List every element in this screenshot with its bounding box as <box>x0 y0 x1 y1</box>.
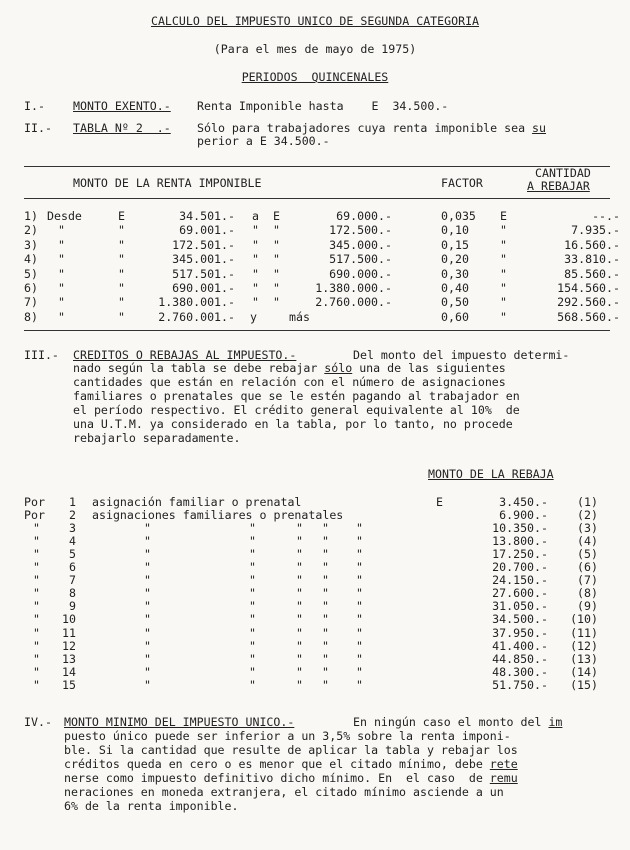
column-header-factor: FACTOR <box>441 176 483 190</box>
row-amount-from: 69.001.- <box>179 223 235 238</box>
row-currency: E <box>118 209 125 223</box>
row-factor-currency: " <box>500 252 507 267</box>
row-currency: " <box>118 281 125 295</box>
row-factor-currency: " <box>500 309 507 324</box>
row-currency-to: E <box>273 209 280 223</box>
ditto-mark: " <box>296 586 303 601</box>
rebaja-ref: (11) <box>570 625 598 640</box>
rebaja-ref: (2) <box>577 508 598 523</box>
rebaja-count: 6 <box>69 560 76 575</box>
row-prefix: " <box>58 266 65 281</box>
rebaja-prefix: " <box>33 586 40 601</box>
ditto-mark: " <box>356 547 363 562</box>
row-amount-from: 690.001.- <box>172 281 235 295</box>
section-4-line-1: En ningún caso el monto del im <box>353 715 563 729</box>
row-factor: 0,30 <box>441 266 469 281</box>
rebaja-count: 12 <box>62 638 76 653</box>
ditto-mark: " <box>144 586 151 601</box>
ditto-mark: " <box>249 599 256 614</box>
ditto-mark: " <box>249 560 256 575</box>
page-title: CALCULO DEL IMPUESTO UNICO DE SEGUNDA CATEGORIA <box>150 14 480 28</box>
rebaja-ref: (13) <box>570 651 598 666</box>
section-1-text: Renta Imponible hasta E 34.500.- <box>197 99 449 113</box>
row-separator: " <box>252 237 259 252</box>
rebaja-prefix: " <box>33 664 40 679</box>
rebaja-amount: 44.850.- <box>492 651 548 666</box>
ditto-mark: " <box>322 547 329 562</box>
table-header-rule <box>24 198 610 199</box>
rebaja-count: 9 <box>69 599 76 614</box>
rebaja-count: 8 <box>69 586 76 601</box>
section-3-line-3: cantidades que están en relación con el número de asignaciones <box>73 375 506 389</box>
row-factor-currency: " <box>500 281 507 295</box>
row-number: 8) <box>24 309 38 324</box>
ditto-mark: " <box>144 573 151 588</box>
row-currency: " <box>118 223 125 238</box>
ditto-mark: " <box>249 638 256 653</box>
row-separator: " <box>252 281 259 295</box>
ditto-mark: " <box>322 573 329 588</box>
row-cantidad-rebajar: 292.560.- <box>557 295 620 310</box>
rebaja-description: asignaciones familiares o prenatales <box>92 508 344 523</box>
rebaja-amount: 10.350.- <box>492 521 548 536</box>
period-heading: PERIODOS QUINCENALES <box>241 70 389 84</box>
rebaja-ref: (1) <box>577 495 598 509</box>
ditto-mark: " <box>296 638 303 653</box>
rebaja-count: 1 <box>69 495 76 509</box>
ditto-mark: " <box>322 521 329 536</box>
row-number: 6) <box>24 281 38 295</box>
row-number: 3) <box>24 237 38 252</box>
rebaja-currency: E <box>436 495 443 509</box>
row-currency-to: " <box>273 281 280 295</box>
section-4-line-5: nerse como impuesto definitivo dicho mínimo. En el caso de remu <box>64 771 518 785</box>
rebaja-amount: 37.950.- <box>492 625 548 640</box>
rebaja-count: 14 <box>62 664 76 679</box>
row-factor: 0,035 <box>441 209 476 223</box>
ditto-mark: " <box>356 521 363 536</box>
row-factor-currency: " <box>500 266 507 281</box>
section-4-line-2: puesto único puede ser inferior a un 3,5% sobre la renta imponi- <box>64 729 511 743</box>
row-prefix: " <box>58 237 65 252</box>
row-number: 1) <box>24 209 38 223</box>
row-prefix: " <box>58 281 65 295</box>
ditto-mark: " <box>296 651 303 666</box>
row-amount-to: 517.500.- <box>329 252 392 267</box>
rebaja-ref: (15) <box>570 677 598 692</box>
section-4-number: IV.- <box>24 715 52 729</box>
rebaja-amount: 17.250.- <box>492 547 548 562</box>
ditto-mark: " <box>322 664 329 679</box>
ditto-mark: " <box>356 677 363 692</box>
row-cantidad-rebajar: 85.560.- <box>564 266 620 281</box>
row-amount-to: 2.760.000.- <box>315 295 392 310</box>
ditto-mark: " <box>144 521 151 536</box>
ditto-mark: " <box>144 677 151 692</box>
ditto-mark: " <box>144 664 151 679</box>
row-amount-to: 172.500.- <box>329 223 392 238</box>
rebaja-count: 13 <box>62 651 76 666</box>
page-subtitle: (Para el mes de mayo de 1975) <box>213 42 417 56</box>
rebaja-amount: 27.600.- <box>492 586 548 601</box>
section-2-line-1: Sólo para trabajadores cuya renta imponible sea su <box>197 121 547 135</box>
ditto-mark: " <box>296 573 303 588</box>
ditto-mark: " <box>296 664 303 679</box>
section-2-number: II.- <box>24 121 52 135</box>
rebaja-prefix: " <box>33 638 40 653</box>
rebaja-amount: 34.500.- <box>492 612 548 627</box>
row-amount-to: 690.000.- <box>329 266 392 281</box>
row-currency: " <box>118 237 125 252</box>
rebaja-count: 3 <box>69 521 76 536</box>
ditto-mark: " <box>356 560 363 575</box>
ditto-mark: " <box>356 664 363 679</box>
row-currency: " <box>118 295 125 310</box>
rebaja-prefix: " <box>33 560 40 575</box>
rebaja-amount: 41.400.- <box>492 638 548 653</box>
ditto-mark: " <box>249 521 256 536</box>
ditto-mark: " <box>322 612 329 627</box>
ditto-mark: " <box>249 651 256 666</box>
row-cantidad-rebajar: 7.935.- <box>571 223 620 238</box>
row-factor: 0,40 <box>441 281 469 295</box>
row-cantidad-rebajar: --.- <box>592 209 620 223</box>
ditto-mark: " <box>356 638 363 653</box>
ditto-mark: " <box>322 651 329 666</box>
section-4-line-7: 6% de la renta imponible. <box>64 799 239 813</box>
rebaja-ref: (10) <box>570 612 598 627</box>
ditto-mark: " <box>144 651 151 666</box>
row-currency-to: " <box>273 223 280 238</box>
section-3-heading: CREDITOS O REBAJAS AL IMPUESTO.- <box>73 348 297 362</box>
rebaja-amount: 13.800.- <box>492 534 548 549</box>
table-bottom-rule <box>24 330 610 331</box>
ditto-mark: " <box>296 677 303 692</box>
row-cantidad-rebajar: 568.560.- <box>557 309 620 324</box>
section-3-line-6: una U.T.M. ya considerado en la tabla, por lo tanto, no procede <box>73 417 513 431</box>
ditto-mark: " <box>296 547 303 562</box>
ditto-mark: " <box>356 534 363 549</box>
row-currency: " <box>118 309 125 324</box>
row-separator: " <box>252 266 259 281</box>
row-amount-from: 517.501.- <box>172 266 235 281</box>
row-prefix: " <box>58 252 65 267</box>
row-number: 5) <box>24 266 38 281</box>
section-4-line-6: neraciones en moneda extranjera, el citado mínimo asciende a un <box>64 785 504 799</box>
ditto-mark: " <box>144 547 151 562</box>
ditto-mark: " <box>249 547 256 562</box>
row-amount-to: 345.000.- <box>329 237 392 252</box>
ditto-mark: " <box>356 586 363 601</box>
ditto-mark: " <box>322 534 329 549</box>
row-currency-to: " <box>273 266 280 281</box>
row-factor-currency: " <box>500 223 507 238</box>
rebaja-amount: 6.900.- <box>499 508 548 523</box>
row-cantidad-rebajar: 33.810.- <box>564 252 620 267</box>
ditto-mark: " <box>356 625 363 640</box>
section-4-line-4: créditos queda en cero o es menor que el citado mínimo, debe rete <box>64 757 518 771</box>
ditto-mark: " <box>322 638 329 653</box>
ditto-mark: " <box>356 573 363 588</box>
row-separator: " <box>252 252 259 267</box>
row-factor: 0,60 <box>441 309 469 324</box>
ditto-mark: " <box>144 534 151 549</box>
ditto-mark: " <box>322 560 329 575</box>
row-cantidad-rebajar: 16.560.- <box>564 237 620 252</box>
ditto-mark: " <box>144 599 151 614</box>
rebaja-amount: 3.450.- <box>499 495 548 509</box>
rebaja-prefix: Por <box>24 508 45 523</box>
table-top-rule <box>24 166 610 167</box>
row-number: 7) <box>24 295 38 310</box>
rebaja-prefix: " <box>33 573 40 588</box>
section-3-line-2: nado según la tabla se debe rebajar sólo una de las siguientes <box>73 361 506 375</box>
row-amount-from: 345.001.- <box>172 252 235 267</box>
row-number: 4) <box>24 252 38 267</box>
rebaja-amount: 24.150.- <box>492 573 548 588</box>
rebaja-ref: (7) <box>577 573 598 588</box>
row-currency-to: " <box>273 295 280 310</box>
ditto-mark: " <box>296 612 303 627</box>
section-4-heading: MONTO MINIMO DEL IMPUESTO UNICO.- <box>64 715 295 729</box>
ditto-mark: " <box>249 625 256 640</box>
ditto-mark: " <box>249 586 256 601</box>
ditto-mark: " <box>249 612 256 627</box>
rebaja-count: 4 <box>69 534 76 549</box>
rebaja-prefix: " <box>33 677 40 692</box>
ditto-mark: " <box>296 625 303 640</box>
row-factor: 0,15 <box>441 237 469 252</box>
ditto-mark: " <box>144 638 151 653</box>
section-1-number: I.- <box>24 99 45 113</box>
row-separator: " <box>252 223 259 238</box>
row-factor-currency: " <box>500 237 507 252</box>
row-factor: 0,50 <box>441 295 469 310</box>
rebaja-ref: (8) <box>577 586 598 601</box>
row-currency-to: " <box>273 237 280 252</box>
ditto-mark: " <box>144 560 151 575</box>
rebaja-ref: (4) <box>577 534 598 549</box>
ditto-mark: " <box>249 664 256 679</box>
ditto-mark: " <box>249 677 256 692</box>
rebaja-ref: (3) <box>577 521 598 536</box>
ditto-mark: " <box>296 521 303 536</box>
row-currency: " <box>118 252 125 267</box>
row-factor: 0,10 <box>441 223 469 238</box>
ditto-mark: " <box>322 625 329 640</box>
rebaja-count: 15 <box>62 677 76 692</box>
section-3-line-4: familiares o prenatales que se le estén pagando al trabajador en <box>73 389 520 403</box>
ditto-mark: " <box>144 625 151 640</box>
ditto-mark: " <box>296 599 303 614</box>
column-header-a-rebajar: A REBAJAR <box>527 179 590 193</box>
section-2-heading: TABLA Nº 2 .- <box>73 121 171 135</box>
section-1-heading: MONTO EXENTO.- <box>73 99 171 113</box>
rebaja-amount: 20.700.- <box>492 560 548 575</box>
ditto-mark: " <box>322 586 329 601</box>
ditto-mark: " <box>356 612 363 627</box>
row-separator: a <box>252 209 259 223</box>
ditto-mark: " <box>249 534 256 549</box>
rebaja-prefix: " <box>33 651 40 666</box>
rebaja-ref: (9) <box>577 599 598 614</box>
row-amount-from: 1.380.001.- <box>158 295 235 310</box>
ditto-mark: " <box>249 573 256 588</box>
column-header-monto: MONTO DE LA RENTA IMPONIBLE <box>73 176 262 190</box>
rebaja-prefix: " <box>33 599 40 614</box>
rebaja-ref: (14) <box>570 664 598 679</box>
rebaja-prefix: Por <box>24 495 45 509</box>
row-currency: " <box>118 266 125 281</box>
ditto-mark: " <box>322 599 329 614</box>
row-prefix: Desde <box>47 209 82 223</box>
row-separator: " <box>252 295 259 310</box>
row-amount-from: 2.760.001.- <box>158 309 235 324</box>
ditto-mark: " <box>296 534 303 549</box>
rebaja-count: 7 <box>69 573 76 588</box>
rebaja-count: 5 <box>69 547 76 562</box>
row-prefix: " <box>58 223 65 238</box>
row-number: 2) <box>24 223 38 238</box>
row-amount-to: 69.000.- <box>336 209 392 223</box>
rebaja-prefix: " <box>33 612 40 627</box>
section-3-line-5: el período respectivo. El crédito general equivalente al 10% de <box>73 403 520 417</box>
rebaja-ref: (5) <box>577 547 598 562</box>
row-factor: 0,20 <box>441 252 469 267</box>
rebaja-count: 2 <box>69 508 76 523</box>
section-3-number: III.- <box>24 348 59 362</box>
ditto-mark: " <box>296 560 303 575</box>
ditto-mark: " <box>356 599 363 614</box>
monto-rebaja-heading: MONTO DE LA REBAJA <box>428 467 554 481</box>
row-prefix: " <box>58 309 65 324</box>
rebaja-count: 10 <box>62 612 76 627</box>
row-currency-to: " <box>273 252 280 267</box>
rebaja-amount: 31.050.- <box>492 599 548 614</box>
rebaja-prefix: " <box>33 534 40 549</box>
row-amount-to: 1.380.000.- <box>315 281 392 295</box>
row-factor-currency: E <box>500 209 507 223</box>
column-header-cantidad: CANTIDAD <box>535 166 591 180</box>
row-amount-from: 34.501.- <box>179 209 235 223</box>
row-factor-currency: " <box>500 295 507 310</box>
row-prefix: " <box>58 295 65 310</box>
rebaja-ref: (12) <box>570 638 598 653</box>
rebaja-prefix: " <box>33 625 40 640</box>
row-cantidad-rebajar: 154.560.- <box>557 281 620 295</box>
section-3-line-1: Del monto del impuesto determi- <box>353 348 570 362</box>
section-4-line-3: ble. Si la cantidad que resulte de aplicar la tabla y rebajar los <box>64 743 518 757</box>
ditto-mark: " <box>356 651 363 666</box>
ditto-mark: " <box>322 677 329 692</box>
section-2-line-2: perior a E 34.500.- <box>197 134 330 148</box>
row-amount-from: 172.501.- <box>172 237 235 252</box>
ditto-mark: " <box>144 612 151 627</box>
row-separator: y <box>250 309 257 324</box>
rebaja-prefix: " <box>33 547 40 562</box>
rebaja-amount: 51.750.- <box>492 677 548 692</box>
rebaja-description: asignación familiar o prenatal <box>92 495 302 509</box>
rebaja-prefix: " <box>33 521 40 536</box>
rebaja-count: 11 <box>62 625 76 640</box>
rebaja-ref: (6) <box>577 560 598 575</box>
row-currency-to: más <box>289 309 310 324</box>
section-3-line-7: rebajarlo separadamente. <box>73 431 241 445</box>
rebaja-amount: 48.300.- <box>492 664 548 679</box>
